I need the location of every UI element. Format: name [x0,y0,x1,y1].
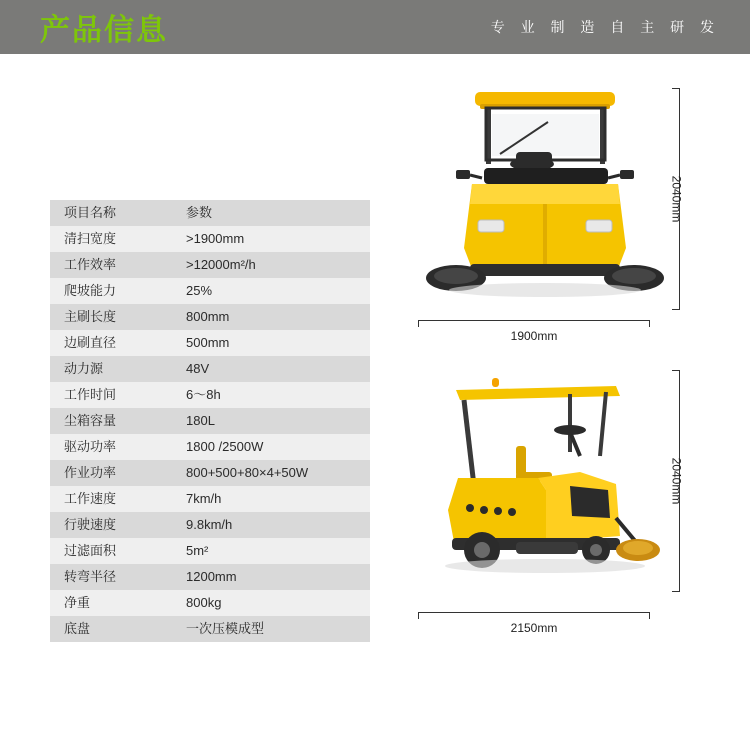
column-header-name: 项目名称 [64,205,117,220]
spec-name: 行驶速度 [64,517,117,532]
dimension-bracket-horizontal [418,612,650,619]
table-row [50,460,370,486]
table-row [50,226,370,252]
dimension-length-side [418,612,650,638]
spec-value: 5m² [186,543,209,558]
spec-name: 作业功率 [64,465,117,480]
table-row [50,330,370,356]
dimension-height-label: 2040mm [669,175,684,223]
specifications-table [50,200,370,642]
spec-name: 工作速度 [64,491,117,506]
dimension-height-front [668,88,694,310]
table-row [50,304,370,330]
spec-name: 清扫宽度 [64,231,117,246]
spec-name: 动力源 [64,361,104,376]
header-slogan: 专 业 制 造 自 主 研 发 [490,19,720,35]
spec-name: 爬坡能力 [64,283,117,298]
spec-value: 180L [186,413,215,428]
spec-name: 底盘 [64,621,91,636]
spec-name: 边刷直径 [64,335,117,350]
dimension-height-side [668,370,694,592]
page-title: 产品信息 [40,13,168,48]
table-row [50,564,370,590]
spec-value: 500mm [186,335,230,350]
table-row [50,382,370,408]
dimension-height-label: 2040mm [669,457,684,505]
table-row [50,486,370,512]
table-header-row [50,200,370,226]
table-row [50,512,370,538]
spec-value: 800kg [186,595,222,610]
spec-value: 7km/h [186,491,222,506]
spec-value: 9.8km/h [186,517,233,532]
spec-value: >1900mm [186,231,245,246]
spec-name: 过滤面积 [64,543,117,558]
dimension-width-front [418,320,650,346]
spec-value: 1200mm [186,569,237,584]
figure-side-view [400,360,700,640]
dimension-length-label: 2150mm [510,621,558,635]
spec-value: 6～8h [186,387,221,402]
spec-name: 工作效率 [64,257,117,272]
table-row [50,278,370,304]
table-row [50,538,370,564]
spec-value: 1800 /2500W [186,439,264,454]
table-row [50,252,370,278]
spec-name: 尘箱容量 [64,413,117,428]
table-row [50,356,370,382]
spec-value: 800+500+80×4+50W [186,465,309,480]
dimension-width-label: 1900mm [510,329,558,343]
dimension-bracket-horizontal [418,320,650,327]
table-row [50,434,370,460]
spec-name: 净重 [64,595,91,610]
spec-value: 一次压模成型 [186,621,265,636]
column-header-value: 参数 [186,205,213,220]
spec-value: 800mm [186,309,230,324]
page-header [0,0,750,54]
table-row [50,616,370,642]
spec-value: >12000m²/h [186,257,256,272]
spec-name: 转弯半径 [64,569,117,584]
spec-name: 工作时间 [64,387,117,402]
sweeper-front-image [420,78,670,310]
sweeper-side-image [420,360,670,592]
table-row [50,590,370,616]
table-row [50,408,370,434]
figure-front-view [400,78,700,348]
spec-value: 25% [186,283,213,298]
spec-name: 主刷长度 [64,309,117,324]
spec-name: 驱动功率 [64,439,117,454]
spec-value: 48V [186,361,210,376]
